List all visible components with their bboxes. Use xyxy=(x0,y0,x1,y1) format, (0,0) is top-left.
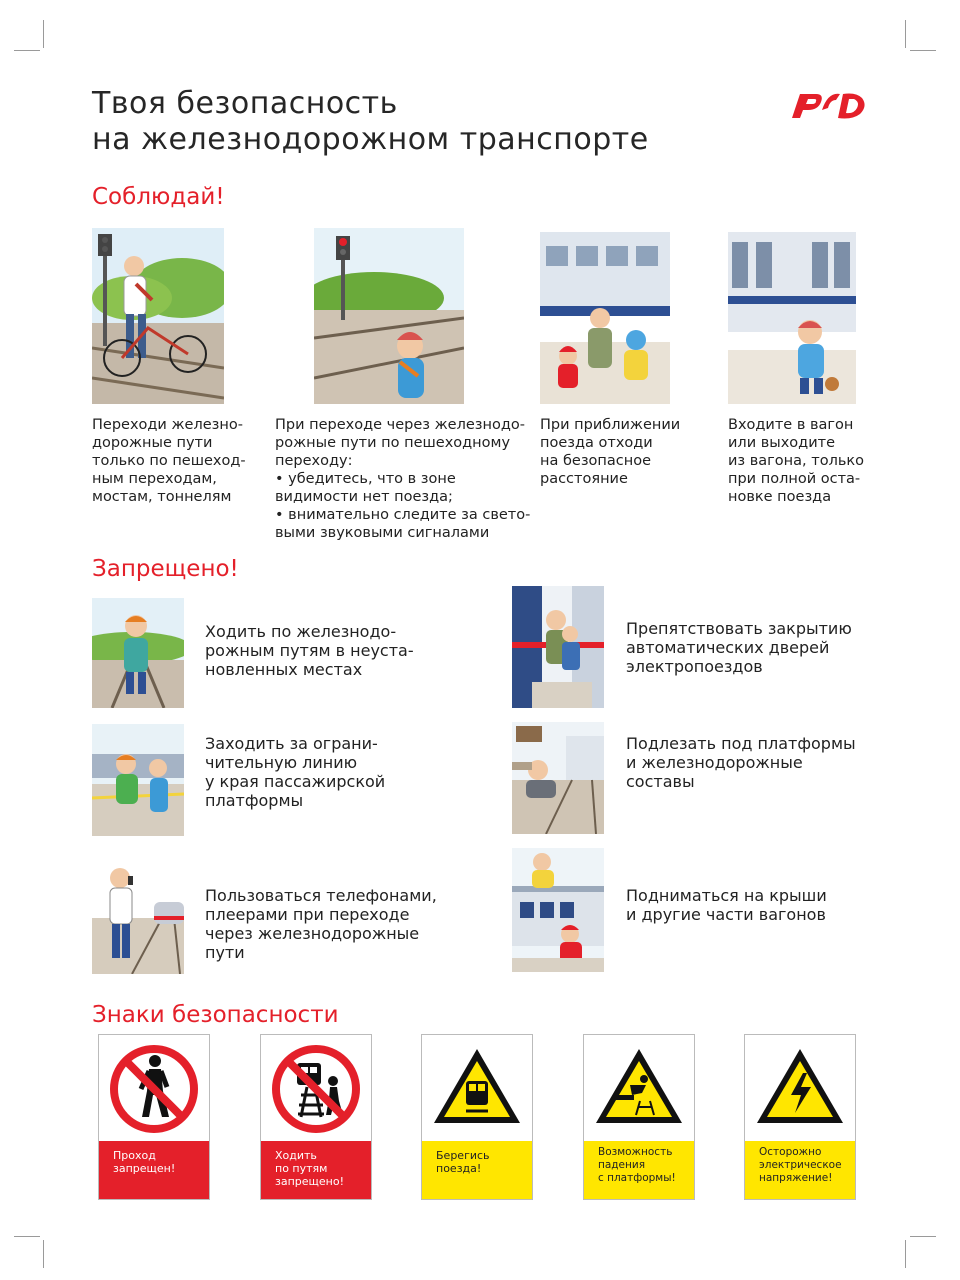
cyclist-crossing-illustration xyxy=(92,228,224,404)
forbidden-text: Ходить по железнодо- рожным путям в неуста- новленных местах xyxy=(205,622,414,679)
forbidden-text: Заходить за ограни- чительную линию у края пассажирской платформы xyxy=(205,734,386,810)
title-line: Твоя безопасность xyxy=(92,86,398,121)
crop-mark xyxy=(14,1236,40,1237)
boy-at-crossing-illustration xyxy=(314,228,464,404)
safety-sign xyxy=(744,1034,856,1200)
fall-from-platform-warning-icon xyxy=(584,1035,694,1141)
crop-mark xyxy=(905,1240,906,1268)
observe-caption: При приближении поезда отходи на безопасное расстояние xyxy=(540,417,681,487)
sign-label: Возможность падения с платформы! xyxy=(584,1141,694,1199)
crop-mark xyxy=(14,50,40,51)
sign-label: Проход запрещен! xyxy=(99,1141,209,1199)
climbing-on-roof-illustration xyxy=(512,848,604,972)
safety-sign xyxy=(260,1034,372,1200)
safety-sign xyxy=(583,1034,695,1200)
crop-mark xyxy=(43,1240,44,1268)
forbidden-text: Пользоваться телефонами, плеерами при переходе через железнодорожные пути xyxy=(205,886,437,962)
platform-edge-illustration xyxy=(92,724,184,836)
title-line: на железнодорожном транспорте xyxy=(92,122,649,157)
section-title-observe: Соблюдай! xyxy=(92,184,225,210)
safety-sign xyxy=(98,1034,210,1200)
sign-label: Ходить по путям запрещено! xyxy=(261,1141,371,1199)
no-walking-on-tracks-icon xyxy=(261,1035,371,1141)
sign-label: Берегись поезда! xyxy=(422,1141,532,1199)
observe-caption: Входите в вагон или выходите из вагона, только при полной оста- новке поезда xyxy=(728,417,865,505)
electric-voltage-warning-icon xyxy=(745,1035,855,1141)
crop-mark xyxy=(43,20,44,48)
forbidden-text: Подлезать под платформы и железнодорожные составы xyxy=(626,734,856,791)
section-title-forbidden: Запрещено! xyxy=(92,556,239,582)
phone-on-tracks-illustration xyxy=(92,858,184,974)
holding-doors-illustration xyxy=(512,586,604,708)
forbidden-text: Препятствовать закрытию автоматических дверей электропоездов xyxy=(626,619,852,676)
crawling-under-platform-illustration xyxy=(512,722,604,834)
forbidden-text: Подниматься на крыши и другие части вагонов xyxy=(626,886,827,924)
crop-mark xyxy=(910,1236,936,1237)
safety-sign xyxy=(421,1034,533,1200)
observe-caption: Переходи железно- дорожные пути только по пешеход- ным переходам, мостам, тоннелям xyxy=(92,417,246,505)
walking-on-tracks-illustration xyxy=(92,598,184,708)
no-pedestrian-icon xyxy=(99,1035,209,1141)
page-title xyxy=(92,86,649,158)
rzd-logo xyxy=(786,84,870,124)
crop-mark xyxy=(910,50,936,51)
train-warning-icon xyxy=(422,1035,532,1141)
boy-train-door-illustration xyxy=(728,232,856,404)
observe-caption: При переходе через железнодо- рожные пути по пешеходному переходу: • убедитесь, что в зоне видимости нет поезда; • внимательно следите за свето- выми звуковыми сигналами xyxy=(275,417,531,541)
sign-label: Осторожно электрическое напряжение! xyxy=(745,1141,855,1199)
family-platform-illustration xyxy=(540,232,670,404)
section-title-signs: Знаки безопасности xyxy=(92,1002,339,1028)
crop-mark xyxy=(905,20,906,48)
